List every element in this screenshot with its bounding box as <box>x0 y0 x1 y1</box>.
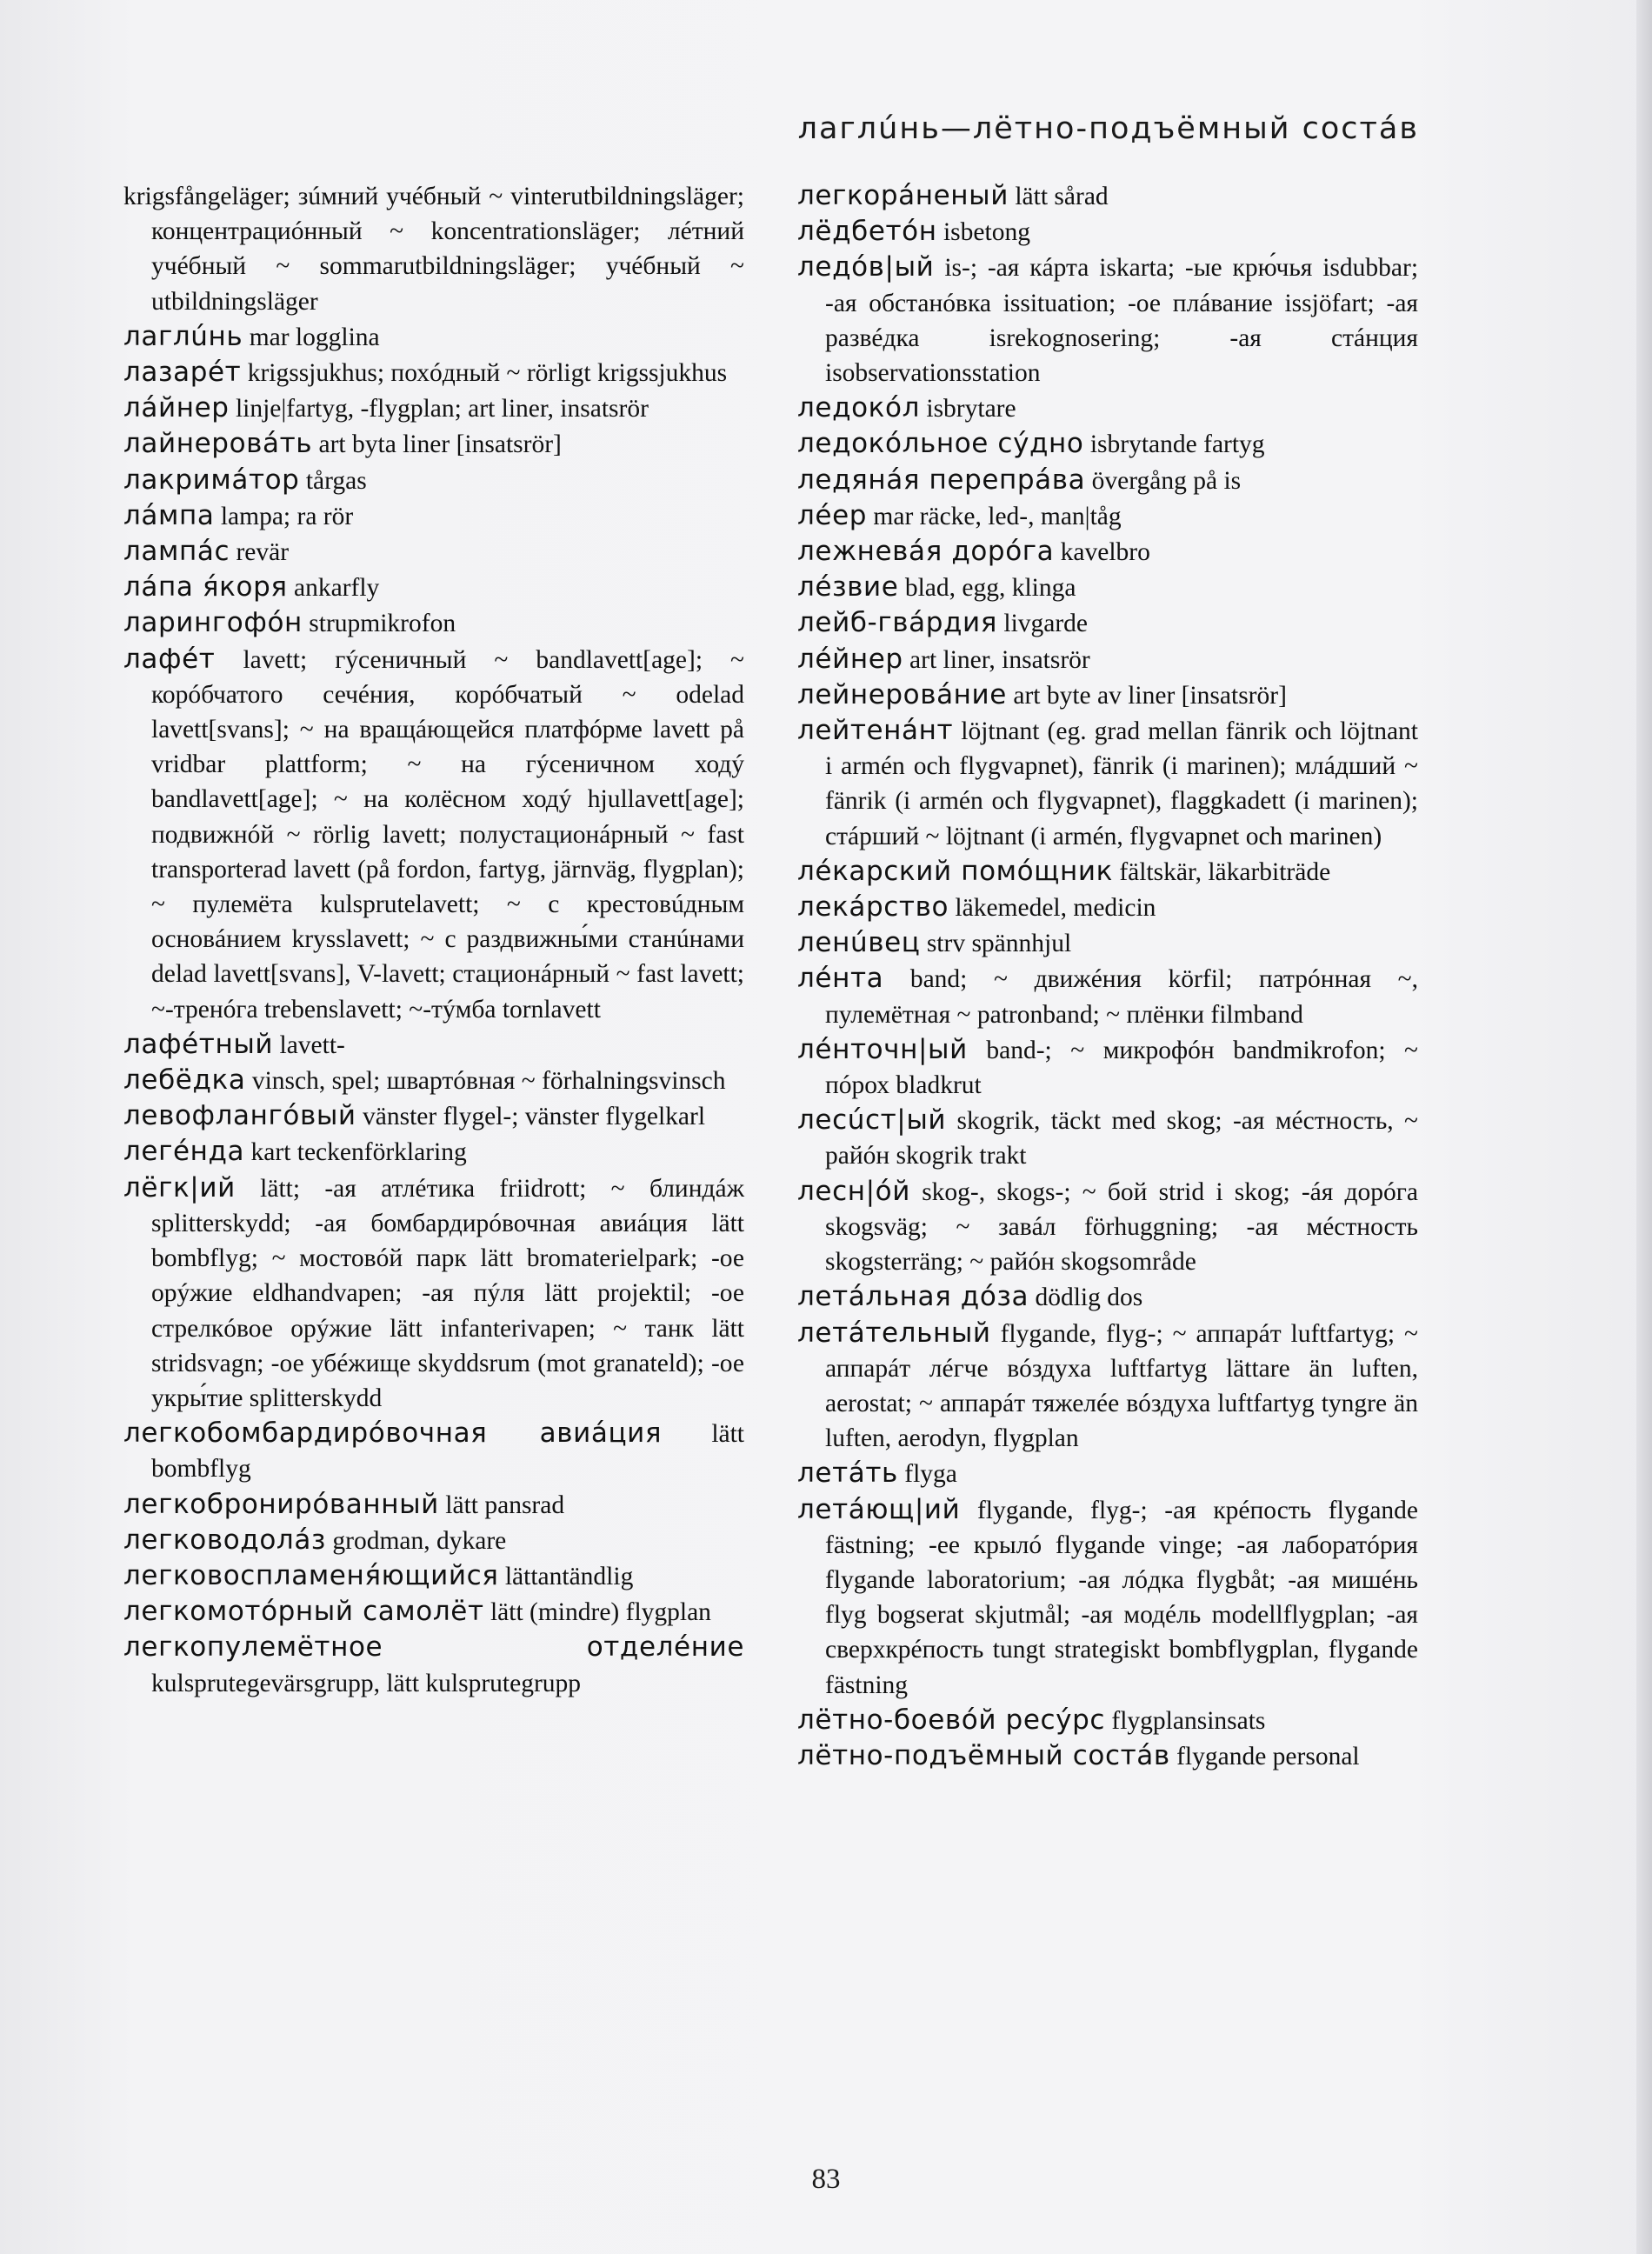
dictionary-entry <box>123 534 744 570</box>
entry-translation: lätt bombflyg <box>151 1420 744 1484</box>
entry-headword: легéнда <box>123 1136 245 1168</box>
entry-headword: летáльная дóза <box>797 1281 1029 1313</box>
entry-headword: ледокóл <box>797 392 920 424</box>
dictionary-entry <box>123 570 744 605</box>
dictionary-entry <box>797 890 1418 925</box>
entry-headword: лафéтный <box>123 1028 274 1060</box>
dictionary-entry <box>797 961 1418 1031</box>
entry-translation: flygande personal <box>1176 1742 1360 1771</box>
entry-translation: ankarfly <box>293 574 380 603</box>
dictionary-entry <box>797 1032 1418 1103</box>
entry-translation: skogrik, täckt med skog; -ая мéстность, ~ райóн skogrik trakt <box>825 1107 1419 1170</box>
entry-headword: ленúвец <box>797 927 921 959</box>
entry-headword: лакримáтор <box>123 463 300 496</box>
left-column <box>123 178 744 1701</box>
entry-translation: blad, egg, klinga <box>904 574 1076 603</box>
dictionary-entry <box>797 1703 1418 1738</box>
entry-translation: isbrytare <box>926 395 1016 423</box>
dictionary-entry <box>123 463 744 498</box>
dictionary-entry <box>797 1103 1418 1173</box>
entry-translation: lätt sårad <box>1015 183 1109 210</box>
entry-headword: лéкарский помóщник <box>797 855 1113 887</box>
entry-translation: mar logglina <box>249 323 380 351</box>
dictionary-entry <box>123 498 744 534</box>
entry-headword: лаглúнь <box>123 320 243 352</box>
entry-translation: mar räcke, led-, man|tåg <box>873 502 1122 530</box>
dictionary-entry <box>797 925 1418 961</box>
entry-translation: vänster flygel-; vänster flygelkarl <box>363 1103 706 1131</box>
entry-translation: strv spännhjul <box>926 930 1072 958</box>
dictionary-entry <box>797 1174 1418 1280</box>
entry-headword: легкорáненый <box>797 180 1009 211</box>
entry-headword: лётно-подъёмный состáв <box>797 1739 1170 1771</box>
entry-headword: лесúст|ый <box>797 1104 947 1137</box>
entry-headword: лайнеровáть <box>123 428 313 460</box>
entry-translation: tårgas <box>305 466 367 495</box>
dictionary-entry <box>123 1416 744 1486</box>
entry-headword: летáть <box>797 1457 898 1490</box>
entry-translation: grodman, dykare <box>332 1526 507 1555</box>
dictionary-entry <box>797 677 1418 713</box>
entry-translation: krigsfångeläger; зúмний учéбный ~ vinterutbildningsläger; концентрациóнный ~ koncentrationsläger; лéтний учéбный ~ sommarutbildningsläger; учéбный ~ utbildningsläger <box>123 183 744 316</box>
entry-headword: лебёдка <box>123 1064 246 1097</box>
entry-headword: лампáс <box>123 536 230 568</box>
entry-translation: övergång på is <box>1091 466 1242 495</box>
entry-translation: lättantändlig <box>504 1562 634 1590</box>
dictionary-entry <box>123 426 744 462</box>
entry-headword: легководолáз <box>123 1524 326 1556</box>
entry-headword: лейб-гвáрдия <box>797 607 997 639</box>
entry-translation: lavett- <box>279 1030 345 1059</box>
entry-headword: лáйнер <box>123 392 230 424</box>
entry-translation: flygplansinsats <box>1111 1706 1266 1735</box>
entry-headword: лейтенáнт <box>797 715 954 747</box>
entry-headword: лазарéт <box>123 357 242 389</box>
entry-translation: krigssjukhus; похóдный ~ rörligt krigssjukhus <box>247 359 728 388</box>
entry-translation: lätt pansrad <box>445 1490 565 1519</box>
dictionary-entry <box>797 534 1418 570</box>
dictionary-entry <box>797 854 1418 890</box>
entry-translation: lätt (mindre) flygplan <box>490 1598 711 1627</box>
entry-headword: лéзвие <box>797 571 899 604</box>
entry-translation: skog-, skogs-; ~ бой strid i skog; -áя дорóга skogsväg; ~ завáл förhuggning; -ая мéстность skogsterräng; ~ райóн skogsområde <box>825 1177 1418 1277</box>
entry-headword: лéйнер <box>797 643 903 675</box>
dictionary-entry <box>123 1523 744 1558</box>
dictionary-entry <box>123 1098 744 1134</box>
entry-translation: isbetong <box>943 218 1030 247</box>
entry-translation: band-; ~ микрофóн bandmikrofon; ~ пóрох bladkrut <box>825 1036 1419 1100</box>
dictionary-entry <box>797 605 1418 641</box>
dictionary-entry <box>797 1456 1418 1491</box>
entry-headword: ледокóльное сýдно <box>797 428 1084 460</box>
entry-translation: lavett; гýсеничный ~ bandlavett[age]; ~ корóбчатого сечéния, корóбчатый ~ odelad lavett[svans]; ~ на вращáющейся платфóрме lavett på vridbar plattform; ~ на гýсеничном ходý bandlavett[age]; ~ на колёсном ходý hjullavett[age]; подвижнóй ~ rörlig lavett; полустационáрный ~ fast transporterad lavett (på fordon, fartyg, järnväg, flygplan); ~ пулемёта kulsprutelavett; ~ с крестовúдным основáнием krysslavett; ~ с раздвижны́ми станúнами delad lavett[svans], V-lavett; стационáрный ~ fast lavett; ~-тренóга trebenslavett; ~-тýмба tornlavett <box>151 645 744 1024</box>
dictionary-entry <box>123 1027 744 1063</box>
dictionary-entry <box>797 178 1418 214</box>
entry-headword: легкомотóрный самолёт <box>123 1596 484 1628</box>
entry-headword: легкобомбардирóвочная авиáция <box>123 1417 663 1450</box>
entry-headword: лéнта <box>797 963 884 995</box>
entry-translation: vinsch, spel; швартóвная ~ förhalningsvinsch <box>251 1067 726 1096</box>
entry-translation: art byta liner [insatsrör] <box>318 430 562 459</box>
entry-translation: kart teckenförklaring <box>250 1138 467 1167</box>
entry-translation: flygande, flyg-; -ая крéпость flygande fästning; -ее крылó flygande vinge; -ая лаборатóрия flygande laboratorium; -ая лóдка flygbåt; -ая мишéнь flyg bogserat skjutmål; -ая модéль modellflygplan; -ая сверхкрéпость tungt strategiskt bombflygplan, flygande fästning <box>825 1496 1419 1699</box>
entry-headword: лесн|óй <box>797 1175 910 1207</box>
entry-headword: лётно-боевóй ресýрс <box>797 1704 1106 1736</box>
dictionary-entry <box>123 390 744 426</box>
entry-translation: flygande, flyg-; ~ аппарáт luftfartyg; ~ аппарáт лéгче вóздуха luftfartyg lättare än luften, aerostat; ~ аппарáт тяжелéе вóздуха luftfartyg tyngre än luften, aerodyn, flygplan <box>825 1319 1419 1453</box>
entry-headword: летáтельный <box>797 1317 991 1349</box>
dictionary-entry <box>797 250 1418 390</box>
entry-translation: band; ~ движéния körfil; патрóнная ~, пулемётная ~ patronband; ~ плёнки filmband <box>825 965 1418 1029</box>
dictionary-entry <box>797 426 1418 462</box>
dictionary-entry <box>123 605 744 641</box>
entry-headword: легкобронирóванный <box>123 1488 439 1520</box>
dictionary-entry <box>123 642 744 1027</box>
entry-headword: лáпа я́коря <box>123 571 288 604</box>
dictionary-entry <box>797 570 1418 605</box>
running-head: лаглúнь—лётно-подъёмный состáв <box>797 111 1419 146</box>
entry-headword: лежневáя дорóга <box>797 536 1055 568</box>
dictionary-entry <box>123 1170 744 1416</box>
dictionary-entry <box>797 713 1418 854</box>
dictionary-entry <box>797 498 1418 534</box>
entry-headword: летáющ|ий <box>797 1493 961 1525</box>
entry-translation: revär <box>236 538 290 567</box>
entry-translation: is-; -ая кáрта iskarta; -ые крю́чья isdubbar; -ая обстанóвка issituation; -ое плáвание issjöfart; -ая развéдка isrekognosering; -ая стáнция isobservationsstation <box>825 254 1419 388</box>
dictionary-entry <box>797 390 1418 426</box>
entry-headword: лафéт <box>123 643 216 675</box>
entry-headword: лёдбетóн <box>797 216 937 248</box>
entry-translation: flyga <box>904 1460 957 1489</box>
entry-translation: kavelbro <box>1060 538 1150 567</box>
dictionary-entry <box>797 463 1418 498</box>
entry-translation: strupmikrofon <box>309 610 456 638</box>
entry-headword: ларингофóн <box>123 607 303 639</box>
entry-translation: livgarde <box>1003 610 1089 638</box>
entry-translation: läkemedel, medicin <box>955 894 1156 923</box>
dictionary-entry <box>123 319 744 355</box>
entry-translation: löjtnant (eg. grad mellan fänrik och löjtnant i armén och flygvapnet), fänrik (i marinen); млáдший ~ fänrik (i armén och flygvapnet), flaggkadett (i marinen); стáрший ~ löjtnant (i armén, flygvapnet och marinen) <box>825 717 1418 850</box>
entry-translation: dödlig dos <box>1035 1284 1143 1312</box>
entry-headword: лёгк|ий <box>123 1171 236 1204</box>
entry-headword: ледóв|ый <box>797 251 935 283</box>
entry-translation: linje|fartyg, -flygplan; art liner, insatsrör <box>235 395 649 423</box>
entry-translation: isbrytande fartyg <box>1089 430 1265 459</box>
entry-translation: lampa; ra rör <box>220 502 354 530</box>
dictionary-entry <box>797 1316 1418 1457</box>
entry-headword: лéер <box>797 499 868 531</box>
page-binding-edge <box>1636 0 1652 2254</box>
dictionary-entry <box>123 1558 744 1594</box>
dictionary-entry <box>123 178 744 319</box>
dictionary-entry <box>797 1492 1418 1703</box>
entry-headword: лáмпа <box>123 499 215 531</box>
entry-headword: лекáрство <box>797 891 949 924</box>
dictionary-entry <box>797 1279 1418 1315</box>
entry-headword: лейнеровáние <box>797 678 1007 710</box>
right-column <box>797 178 1418 1774</box>
entry-headword: левофлангóвый <box>123 1100 356 1132</box>
dictionary-entry <box>123 1630 744 1700</box>
dictionary-entry <box>123 1487 744 1523</box>
dictionary-entry <box>123 1594 744 1630</box>
entry-headword: легкопулемётное отделéние <box>123 1631 744 1664</box>
entry-translation: lätt; -ая атлéтика friidrott; ~ блиндáж splitterskydd; -ая бомбардирóвочная авиáция lätt bombflyg; ~ мостовóй парк lätt bromaterielpark; -ое орýжие eldhandvapen; -ая пýля lätt projektil; -ое стрелкóвое орýжие lätt infanterivapen; ~ танк lätt stridsvagn; -ое убéжище skyddsrum (mot granateld); -ое укры́тие splitterskydd <box>151 1174 744 1412</box>
page-number: 83 <box>811 2164 841 2195</box>
dictionary-entry <box>123 1134 744 1170</box>
entry-translation: art liner, insatsrör <box>909 645 1090 674</box>
dictionary-entry <box>123 355 744 390</box>
dictionary-entry <box>797 1738 1418 1774</box>
entry-translation: art byte av liner [insatsrör] <box>1013 681 1287 710</box>
entry-headword: лéнточн|ый <box>797 1033 968 1065</box>
dictionary-entry <box>797 642 1418 677</box>
dictionary-entry <box>123 1063 744 1098</box>
dictionary-entry <box>797 214 1418 250</box>
entry-headword: легковоспламеня́ющийся <box>123 1559 499 1591</box>
entry-translation: fältskär, läkarbiträde <box>1119 857 1331 886</box>
entry-headword: ледянáя перепрáва <box>797 463 1086 496</box>
entry-translation: kulsprutegevärsgrupp, lätt kulsprutegrupp <box>151 1669 582 1697</box>
